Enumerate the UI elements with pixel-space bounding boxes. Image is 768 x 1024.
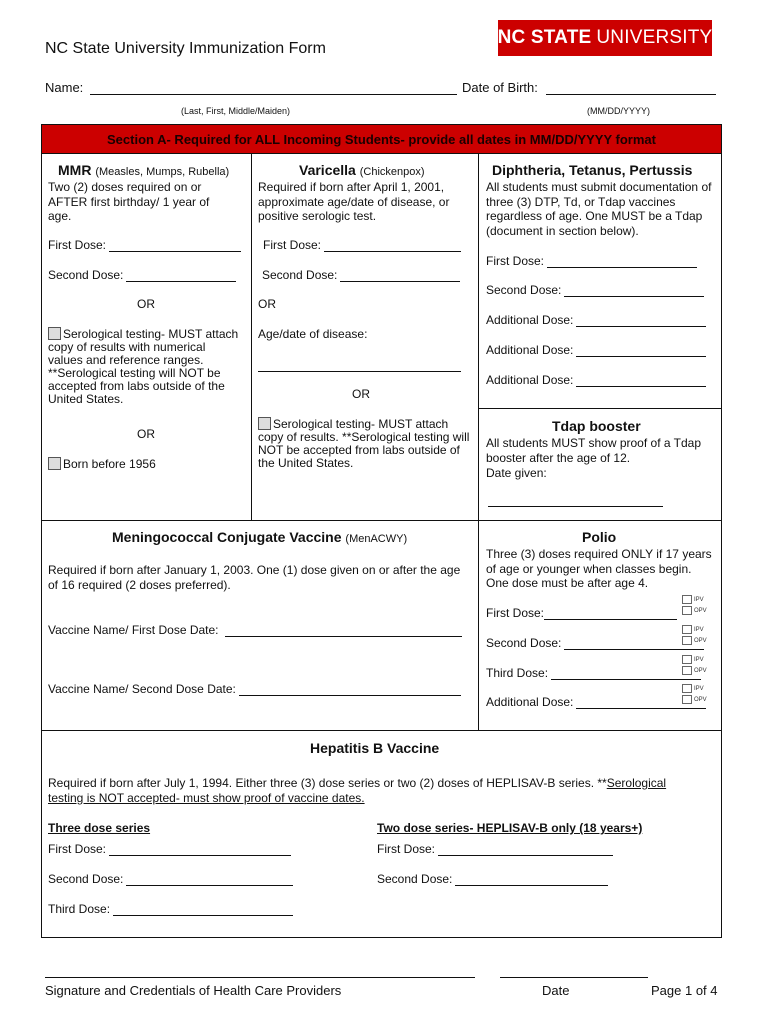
polio-second-dose[interactable] <box>486 636 704 650</box>
mmr-title: MMR <box>58 162 92 178</box>
hepb2-first-dose[interactable] <box>377 842 613 856</box>
polio-first-dose[interactable] <box>486 606 677 620</box>
polio-desc: Three (3) doses required ONLY if 17 years of age or younger when classes begin. One dose must be after age 4. <box>486 547 712 590</box>
opv-checkbox[interactable] <box>682 666 692 675</box>
dob-label: Date of Birth: <box>462 80 538 95</box>
varicella-disease-field[interactable] <box>258 371 461 372</box>
mening-subtitle: (MenACWY) <box>345 533 408 545</box>
ipv-label: IPV <box>694 685 704 692</box>
mmr-second-label: Second Dose: <box>48 268 124 282</box>
divider <box>42 730 721 731</box>
ipv-label: IPV <box>694 596 704 603</box>
dtp-add-label: Additional Dose: <box>486 343 574 357</box>
dtp-first-label: First Dose: <box>486 254 545 268</box>
varicella-serology-text: Serological testing- MUST attach copy of results. **Serological testing will NOT be accepted from labs outside of the United States. <box>258 417 470 470</box>
opv-checkbox[interactable] <box>682 695 692 704</box>
hepb-title: Hepatitis B Vaccine <box>310 740 440 756</box>
born-before-checkbox[interactable] <box>48 457 61 470</box>
polio-first-label: First Dose: <box>486 606 545 620</box>
polio-add-label: Additional Dose: <box>486 695 574 709</box>
tdap-given-field[interactable] <box>488 506 663 507</box>
mmr-first-dose[interactable] <box>48 238 241 252</box>
mmr-born-before <box>48 457 156 472</box>
section-a-banner: Section A- Required for ALL Incoming Students- provide all dates in MM/DD/YYYY format <box>41 124 722 154</box>
dtp-additional-dose[interactable] <box>486 343 706 357</box>
tdap-desc: All students MUST show proof of a Tdap booster after the age of 12. <box>486 436 701 465</box>
mening-second-label: Vaccine Name/ Second Dose Date: <box>48 682 236 696</box>
nc-state-logo <box>498 20 712 56</box>
dtp-title: Diphtheria, Tetanus, Pertussis <box>492 162 693 178</box>
dob-field[interactable] <box>546 94 716 95</box>
varicella-or: OR <box>258 297 276 311</box>
mmr-first-label: First Dose: <box>48 238 107 252</box>
hepb-desc-text: Required if born after July 1, 1994. Either three (3) dose series or two (2) doses of HEPLISAV-B series. ** <box>48 776 607 790</box>
ipv-label: IPV <box>694 626 704 633</box>
mening-title: Meningococcal Conjugate Vaccine <box>112 529 342 545</box>
polio-third-type <box>682 654 707 676</box>
mmr-subtitle: (Measles, Mumps, Rubella) <box>95 166 230 178</box>
hepb2-first-label: First Dose: <box>377 842 436 856</box>
hepb-second-label: Second Dose: <box>48 872 124 886</box>
varicella-first-dose[interactable] <box>263 238 461 252</box>
hepb-desc-underline: testing is NOT accepted- must show proof of vaccine dates. <box>48 790 365 805</box>
ipv-checkbox[interactable] <box>682 655 692 664</box>
hepb-first-label: First Dose: <box>48 842 107 856</box>
ipv-label: IPV <box>694 656 704 663</box>
ipv-checkbox[interactable] <box>682 684 692 693</box>
mmr-serology-checkbox[interactable] <box>48 327 61 340</box>
dtp-first-dose[interactable] <box>486 254 697 268</box>
mening-first-label: Vaccine Name/ First Dose Date: <box>48 623 219 637</box>
dob-hint: (MM/DD/YYYY) <box>587 106 650 116</box>
divider <box>478 154 479 730</box>
dtp-add-label: Additional Dose: <box>486 313 574 327</box>
polio-second-label: Second Dose: <box>486 636 562 650</box>
polio-first-type <box>682 594 707 616</box>
born-before-text: Born before 1956 <box>63 457 156 471</box>
date-line[interactable] <box>500 977 648 978</box>
hepb-first-dose[interactable] <box>48 842 291 856</box>
dtp-second-dose[interactable] <box>486 283 704 297</box>
ipv-checkbox[interactable] <box>682 625 692 634</box>
tdap-title: Tdap booster <box>552 418 641 434</box>
polio-title: Polio <box>582 529 617 545</box>
dtp-second-label: Second Dose: <box>486 283 562 297</box>
hepb-desc-underline: Serological <box>606 776 667 790</box>
polio-third-label: Third Dose: <box>486 666 549 680</box>
name-field[interactable] <box>90 94 457 95</box>
mmr-serology <box>48 327 243 406</box>
divider <box>42 520 721 521</box>
page-title: NC State University Immunization Form <box>45 40 326 57</box>
hepb2-second-label: Second Dose: <box>377 872 453 886</box>
mening-second-dose[interactable] <box>48 682 461 696</box>
polio-third-dose[interactable] <box>486 666 701 680</box>
signature-line[interactable] <box>45 977 475 978</box>
mmr-or: OR <box>137 297 155 311</box>
logo-bold: NC STATE <box>497 27 592 48</box>
hepb-two-title: Two dose series- HEPLISAV-B only (18 years+) <box>377 821 643 835</box>
polio-second-type <box>682 624 707 646</box>
varicella-disease-label: Age/date of disease: <box>258 327 368 341</box>
hepb-third-label: Third Dose: <box>48 902 111 916</box>
divider <box>251 154 252 520</box>
hepb-second-dose[interactable] <box>48 872 293 886</box>
varicella-heading <box>299 162 425 178</box>
opv-label: OPV <box>694 667 707 674</box>
hepb-three-title: Three dose series <box>48 821 151 835</box>
opv-checkbox[interactable] <box>682 636 692 645</box>
name-hint: (Last, First, Middle/Maiden) <box>181 106 291 116</box>
dtp-add-label: Additional Dose: <box>486 373 574 387</box>
varicella-or: OR <box>352 387 370 401</box>
dtp-additional-dose[interactable] <box>486 313 706 327</box>
mmr-second-dose[interactable] <box>48 268 236 282</box>
mmr-desc: Two (2) doses required on or AFTER first birthday/ 1 year of age. <box>48 180 210 223</box>
opv-label: OPV <box>694 696 707 703</box>
hepb2-second-dose[interactable] <box>377 872 608 886</box>
varicella-first-label: First Dose: <box>263 238 322 252</box>
ipv-checkbox[interactable] <box>682 595 692 604</box>
tdap-given-label: Date given: <box>486 466 547 480</box>
signature-label: Signature and Credentials of Health Care Providers <box>45 983 342 998</box>
dtp-desc: All students must submit documentation of three (3) DTP, Td, or Tdap vaccines regardless of age. One MUST be a Tdap (document in section below). <box>486 180 712 238</box>
opv-label: OPV <box>694 637 707 644</box>
varicella-title: Varicella <box>299 162 356 178</box>
opv-label: OPV <box>694 607 707 614</box>
varicella-second-dose[interactable] <box>262 268 460 282</box>
varicella-desc: Required if born after April 1, 2001, approximate age/date of disease, or positive serologic test. <box>258 180 450 223</box>
dtp-additional-dose[interactable] <box>486 373 706 387</box>
varicella-serology <box>258 417 470 470</box>
name-label: Name: <box>45 80 84 95</box>
varicella-second-label: Second Dose: <box>262 268 338 282</box>
date-label: Date <box>542 983 570 998</box>
polio-additional-dose[interactable] <box>486 695 706 709</box>
mening-heading <box>112 529 407 545</box>
hepb-desc <box>48 776 708 805</box>
mening-first-dose[interactable] <box>48 623 462 637</box>
mmr-heading <box>58 162 229 178</box>
varicella-subtitle: (Chickenpox) <box>359 166 425 178</box>
page-number: Page 1 of 4 <box>651 983 718 998</box>
mening-desc: Required if born after January 1, 2003. One (1) dose given on or after the age of 16 required (2 doses preferred). <box>48 563 461 592</box>
varicella-serology-checkbox[interactable] <box>258 417 271 430</box>
opv-checkbox[interactable] <box>682 606 692 615</box>
divider <box>478 408 721 409</box>
hepb-third-dose[interactable] <box>48 902 293 916</box>
polio-add-type <box>682 683 707 705</box>
mmr-or: OR <box>137 427 155 441</box>
logo-light: UNIVERSITY <box>596 27 713 48</box>
mmr-serology-text: Serological testing- MUST attach copy of results with numerical values and reference ranges. **Serological testing will NOT be accepted from labs outside of the United States. <box>48 327 239 406</box>
